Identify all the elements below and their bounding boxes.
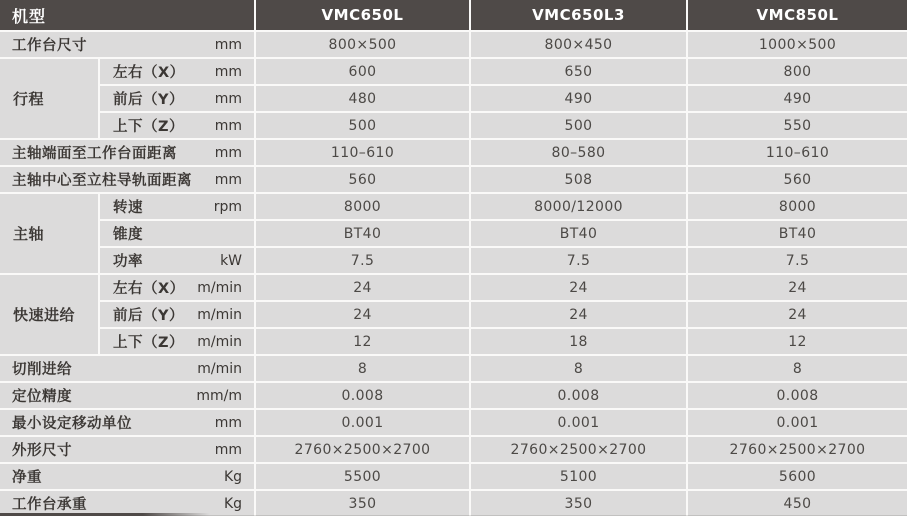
row-label-cell xyxy=(0,356,254,381)
sub-label-cell xyxy=(100,86,254,111)
value-cell: 800 xyxy=(688,59,907,84)
unit-label: Kg xyxy=(223,495,243,512)
value-cell: 18 xyxy=(471,329,686,354)
table-row xyxy=(0,32,907,57)
unit-label: mm xyxy=(214,414,243,431)
sub-label-cell xyxy=(100,59,254,84)
value-cell: 600 xyxy=(256,59,469,84)
table-row xyxy=(0,356,907,381)
row-label: 功率 xyxy=(113,254,143,270)
corner-header-cell xyxy=(0,0,254,30)
table-row xyxy=(0,329,907,354)
unit-label: mm xyxy=(214,441,243,458)
row-label-cell xyxy=(0,464,254,489)
value-cell: 0.001 xyxy=(688,410,907,435)
value-cell: 480 xyxy=(256,86,469,111)
row-label: 外形尺寸 xyxy=(12,443,72,459)
value-cell: 550 xyxy=(688,113,907,138)
table-row xyxy=(0,113,907,138)
unit-label: mm xyxy=(214,117,243,134)
value-cell: 7.5 xyxy=(256,248,469,273)
value-cell: 12 xyxy=(688,329,907,354)
value-cell: 7.5 xyxy=(471,248,686,273)
table-row xyxy=(0,140,907,165)
unit-label: mm xyxy=(214,90,243,107)
sub-label-cell xyxy=(100,113,254,138)
table-row xyxy=(0,194,907,219)
table-row xyxy=(0,383,907,408)
value-cell: 5500 xyxy=(256,464,469,489)
sub-label-cell xyxy=(100,302,254,327)
model-header-3: VMC850L xyxy=(688,0,907,30)
row-label: 左右（X） xyxy=(113,65,185,81)
value-cell: 24 xyxy=(688,302,907,327)
value-cell: BT40 xyxy=(471,221,686,246)
value-cell: 800×450 xyxy=(471,32,686,57)
value-cell: 8 xyxy=(471,356,686,381)
value-cell: 0.008 xyxy=(471,383,686,408)
value-cell: 5100 xyxy=(471,464,686,489)
row-label: 工作台承重 xyxy=(12,497,87,513)
row-label: 主轴中心至立柱导轨面距离 xyxy=(12,173,192,189)
value-cell: 500 xyxy=(471,113,686,138)
value-cell: 8 xyxy=(688,356,907,381)
unit-label: mm/m xyxy=(196,387,243,404)
spec-table-body xyxy=(0,32,907,516)
value-cell: 350 xyxy=(256,491,469,516)
value-cell: 24 xyxy=(256,302,469,327)
sub-label-cell xyxy=(100,329,254,354)
row-label-cell xyxy=(0,140,254,165)
unit-label: m/min xyxy=(197,333,243,350)
table-row xyxy=(0,248,907,273)
row-label: 锥度 xyxy=(113,227,143,243)
sub-label-cell xyxy=(100,248,254,273)
value-cell: 8000/12000 xyxy=(471,194,686,219)
unit-label: m/min xyxy=(197,306,243,323)
row-label: 前后（Y） xyxy=(113,92,184,108)
table-row xyxy=(0,86,907,111)
row-label-cell xyxy=(0,32,254,57)
value-cell: 560 xyxy=(688,167,907,192)
row-label: 工作台尺寸 xyxy=(12,38,87,54)
table-row xyxy=(0,167,907,192)
row-label: 切削进给 xyxy=(12,362,72,378)
unit-label: rpm xyxy=(213,198,243,215)
group-label-cell: 快速进给 xyxy=(0,275,98,354)
value-cell: 0.001 xyxy=(471,410,686,435)
unit-label: m/min xyxy=(197,279,243,296)
value-cell: 450 xyxy=(688,491,907,516)
value-cell: 24 xyxy=(256,275,469,300)
value-cell: 24 xyxy=(471,275,686,300)
value-cell: 490 xyxy=(471,86,686,111)
value-cell: 800×500 xyxy=(256,32,469,57)
value-cell: BT40 xyxy=(256,221,469,246)
row-label: 左右（X） xyxy=(113,281,185,297)
row-label: 定位精度 xyxy=(12,389,72,405)
value-cell: 12 xyxy=(256,329,469,354)
group-label-cell: 行程 xyxy=(0,59,98,138)
value-cell: 0.008 xyxy=(688,383,907,408)
value-cell: 2760×2500×2700 xyxy=(688,437,907,462)
table-row xyxy=(0,437,907,462)
value-cell: 350 xyxy=(471,491,686,516)
unit-label: mm xyxy=(214,171,243,188)
value-cell: 650 xyxy=(471,59,686,84)
unit-label: mm xyxy=(214,144,243,161)
table-row xyxy=(0,410,907,435)
row-label-cell xyxy=(0,383,254,408)
row-label-cell xyxy=(0,437,254,462)
value-cell: 24 xyxy=(688,275,907,300)
sub-label-cell xyxy=(100,194,254,219)
corner-header-label: 机型 xyxy=(12,6,47,26)
table-row xyxy=(0,464,907,489)
value-cell: 80–580 xyxy=(471,140,686,165)
value-cell: 2760×2500×2700 xyxy=(471,437,686,462)
value-cell: 560 xyxy=(256,167,469,192)
value-cell: 8000 xyxy=(256,194,469,219)
table-row xyxy=(0,302,907,327)
value-cell: 508 xyxy=(471,167,686,192)
value-cell: 24 xyxy=(471,302,686,327)
table-row xyxy=(0,275,907,300)
value-cell: 5600 xyxy=(688,464,907,489)
row-label: 转速 xyxy=(113,200,143,216)
sub-label-cell xyxy=(100,221,254,246)
table-row xyxy=(0,221,907,246)
value-cell: 490 xyxy=(688,86,907,111)
row-label: 上下（Z） xyxy=(113,335,185,351)
row-label: 净重 xyxy=(12,470,42,486)
row-label: 上下（Z） xyxy=(113,119,185,135)
header-row xyxy=(0,0,907,30)
model-header-1: VMC650L xyxy=(256,0,469,30)
value-cell: 0.008 xyxy=(256,383,469,408)
value-cell: 110–610 xyxy=(256,140,469,165)
unit-label: mm xyxy=(214,63,243,80)
row-label: 最小设定移动单位 xyxy=(12,416,132,432)
unit-label: Kg xyxy=(223,468,243,485)
value-cell: 8000 xyxy=(688,194,907,219)
row-label: 主轴端面至工作台面距离 xyxy=(12,146,177,162)
row-label-cell xyxy=(0,167,254,192)
row-label-cell xyxy=(0,410,254,435)
unit-label: m/min xyxy=(197,360,243,377)
value-cell: 2760×2500×2700 xyxy=(256,437,469,462)
unit-label: kW xyxy=(220,252,243,269)
value-cell: BT40 xyxy=(688,221,907,246)
row-label: 前后（Y） xyxy=(113,308,184,324)
group-label-cell: 主轴 xyxy=(0,194,98,273)
value-cell: 1000×500 xyxy=(688,32,907,57)
value-cell: 0.001 xyxy=(256,410,469,435)
value-cell: 500 xyxy=(256,113,469,138)
model-header-2: VMC650L3 xyxy=(471,0,686,30)
value-cell: 110–610 xyxy=(688,140,907,165)
table-row xyxy=(0,59,907,84)
value-cell: 7.5 xyxy=(688,248,907,273)
unit-label: mm xyxy=(214,36,243,53)
value-cell: 8 xyxy=(256,356,469,381)
sub-label-cell xyxy=(100,275,254,300)
